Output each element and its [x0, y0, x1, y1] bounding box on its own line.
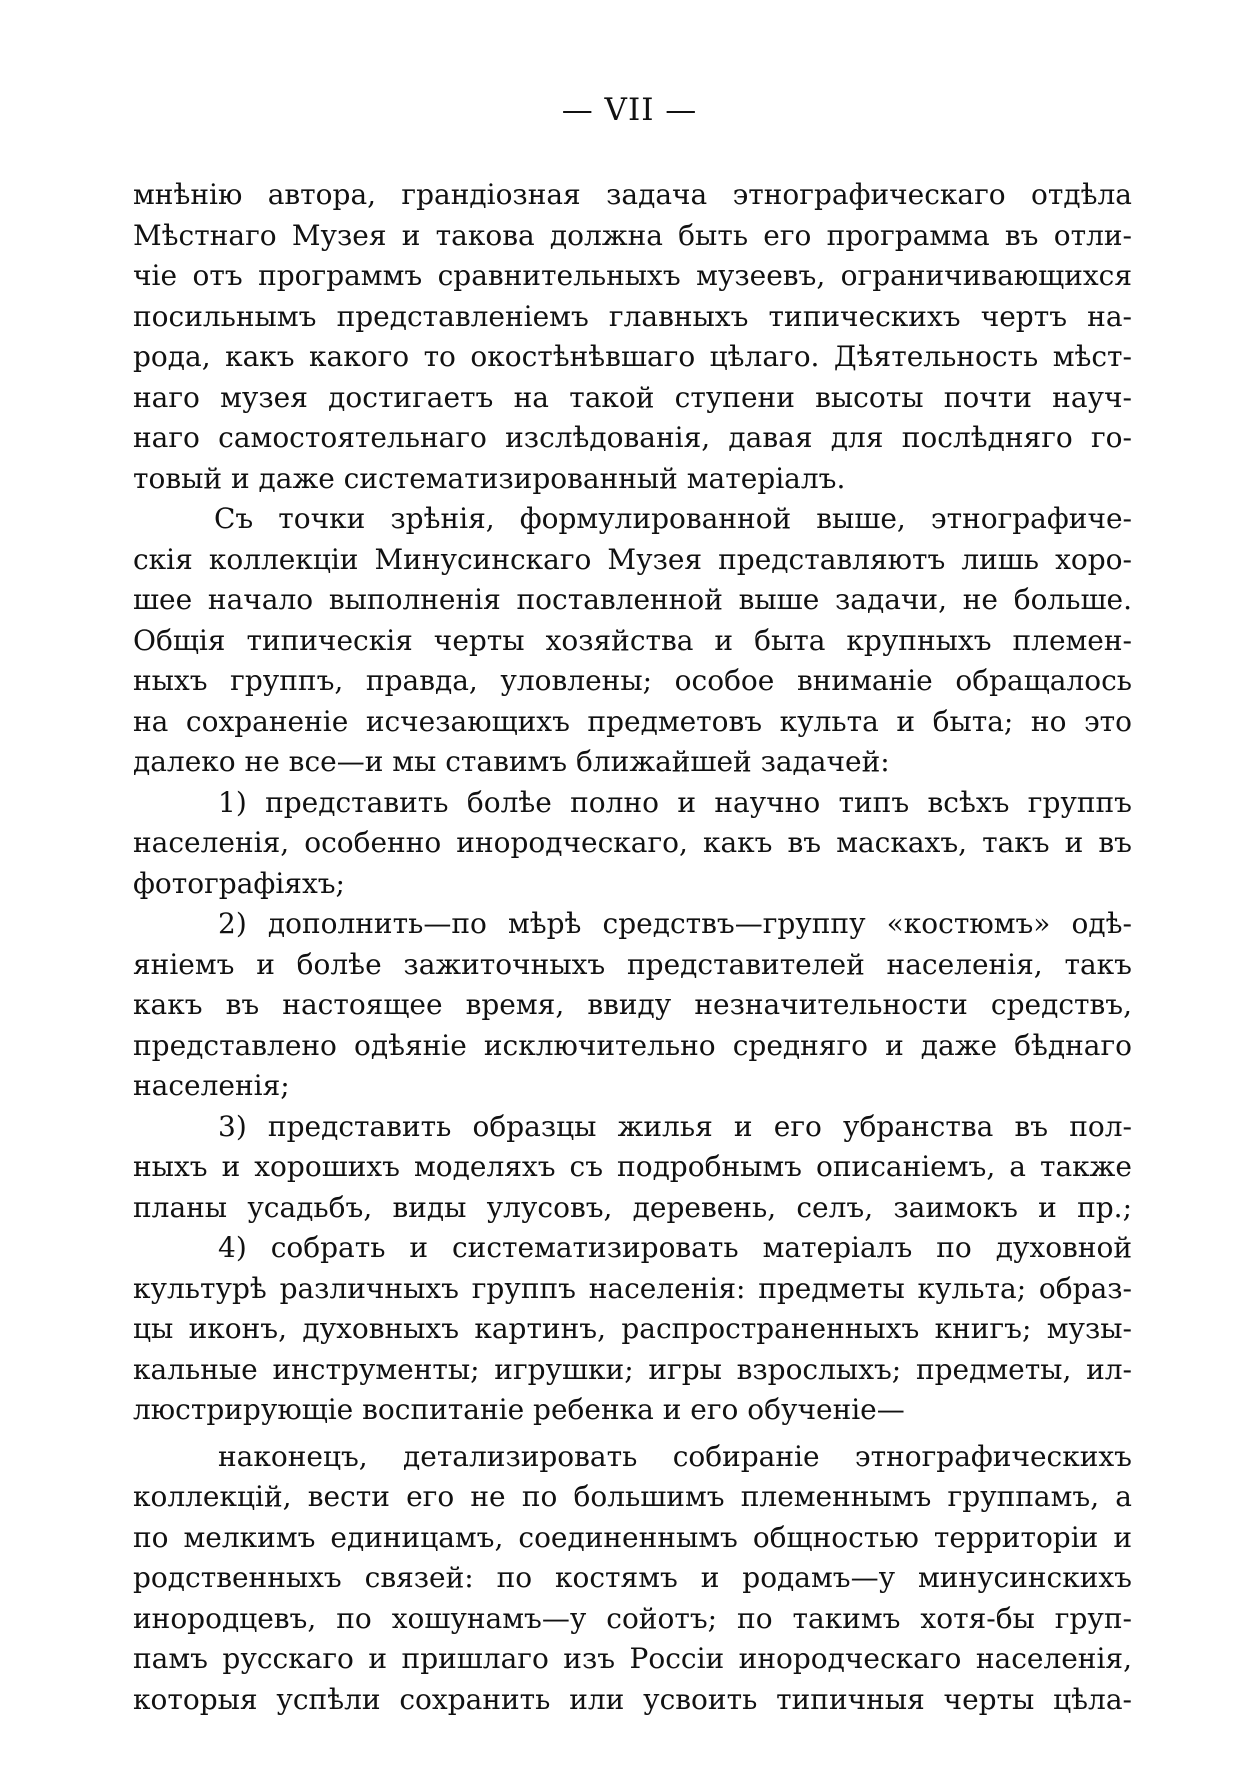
text-line: коллекцій, вести его не по большимъ племеннымъ группамъ, а — [133, 1480, 1132, 1513]
text-line: ныхъ и хорошихъ моделяхъ съ подробнымъ описаніемъ, а также — [133, 1150, 1132, 1183]
list-item-1: 1) представить болѣе полно и научно типъ всѣхъ группъ — [218, 785, 1132, 819]
text-line: родственныхъ связей: по костямъ и родамъ—у минусинскихъ — [133, 1561, 1132, 1594]
text-line: памъ русскаго и пришлаго изъ Россіи инородческаго населенія, — [133, 1642, 1132, 1675]
list-item-3: 3) представить образцы жилья и его убранства въ пол- — [218, 1109, 1132, 1143]
text-line: товый и даже систематизированный матеріалъ. — [133, 461, 846, 495]
list-item-2: 2) дополнить—по мѣрѣ средствъ—группу «костюмъ» одѣ- — [218, 907, 1132, 940]
text-line: Общія типическія черты хозяйства и быта крупныхъ племен- — [133, 623, 1132, 657]
text-line: представлено одѣяніе исключительно средняго и даже бѣднаго — [133, 1028, 1132, 1062]
text-line: по мелкимъ единицамъ, соединеннымъ общностью территоріи и — [133, 1520, 1132, 1554]
text-line: посильнымъ представленіемъ главныхъ типическихъ чертъ на- — [133, 299, 1132, 333]
text-line: наго музея достигаетъ на такой ступени высоты почти науч- — [133, 380, 1132, 414]
text-line: ныхъ группъ, правда, уловлены; особое вниманіе обращалось — [133, 664, 1132, 697]
paragraph-start: Съ точки зрѣнія, формулированной выше, этнографиче- — [214, 502, 1132, 535]
text-line: шее начало выполненія поставленной выше задачи, не больше. — [133, 583, 1132, 616]
text-line: фотографіяхъ; — [133, 866, 345, 900]
text-line: которыя успѣли сохранить или усвоить типичныя черты цѣла- — [133, 1682, 1132, 1716]
text-line: люстрирующіе воспитаніе ребенка и его обученіе— — [133, 1393, 905, 1426]
text-line: рода, какъ какого то окостѣнѣвшаго цѣлаго. Дѣятельность мѣст- — [133, 340, 1132, 373]
text-line: яніемъ и болѣе зажиточныхъ представителей населенія, такъ — [133, 947, 1132, 981]
text-line: на сохраненіе исчезающихъ предметовъ культа и быта; но это — [133, 704, 1132, 738]
text-line: цы иконъ, духовныхъ картинъ, распространенныхъ книгъ; музы- — [133, 1312, 1132, 1345]
text-line: населенія, особенно инородческаго, какъ въ маскахъ, такъ и въ — [133, 826, 1132, 859]
text-line: инородцевъ, по хошунамъ—у сойотъ; по такимъ хотя-бы груп- — [133, 1601, 1132, 1635]
text-line: наго самостоятельнаго изслѣдованія, давая для послѣдняго го- — [133, 421, 1132, 454]
body-text — [133, 175, 1132, 1720]
text-line: культурѣ различныхъ группъ населенія: предметы культа; образ- — [133, 1271, 1132, 1305]
list-item-5: наконецъ, детализировать собираніе этнографическихъ — [218, 1439, 1132, 1473]
text-line: населенія; — [133, 1069, 290, 1102]
text-line: какъ въ настоящее время, ввиду незначительности средствъ, — [133, 988, 1132, 1021]
text-line: далеко не все—и мы ставимъ ближайшей задачей: — [133, 745, 890, 778]
text-line: скія коллекціи Минусинскаго Музея представляютъ лишь хоро- — [133, 542, 1132, 576]
text-line: планы усадьбъ, виды улусовъ, деревень, селъ, заимокъ и пр.; — [133, 1190, 1132, 1224]
list-item-4: 4) собрать и систематизировать матеріалъ по духовной — [218, 1231, 1132, 1264]
text-line: чіе отъ программъ сравнительныхъ музеевъ, ограничивающихся — [133, 259, 1132, 292]
text-line: кальные инструменты; игрушки; игры взрослыхъ; предметы, ил- — [133, 1352, 1132, 1386]
text-line: Мѣстнаго Музея и такова должна быть его программа въ отли- — [133, 218, 1132, 252]
text-line: мнѣнію автора, грандіозная задача этнографическаго отдѣла — [133, 178, 1132, 211]
page-number: — VII — — [561, 92, 698, 128]
